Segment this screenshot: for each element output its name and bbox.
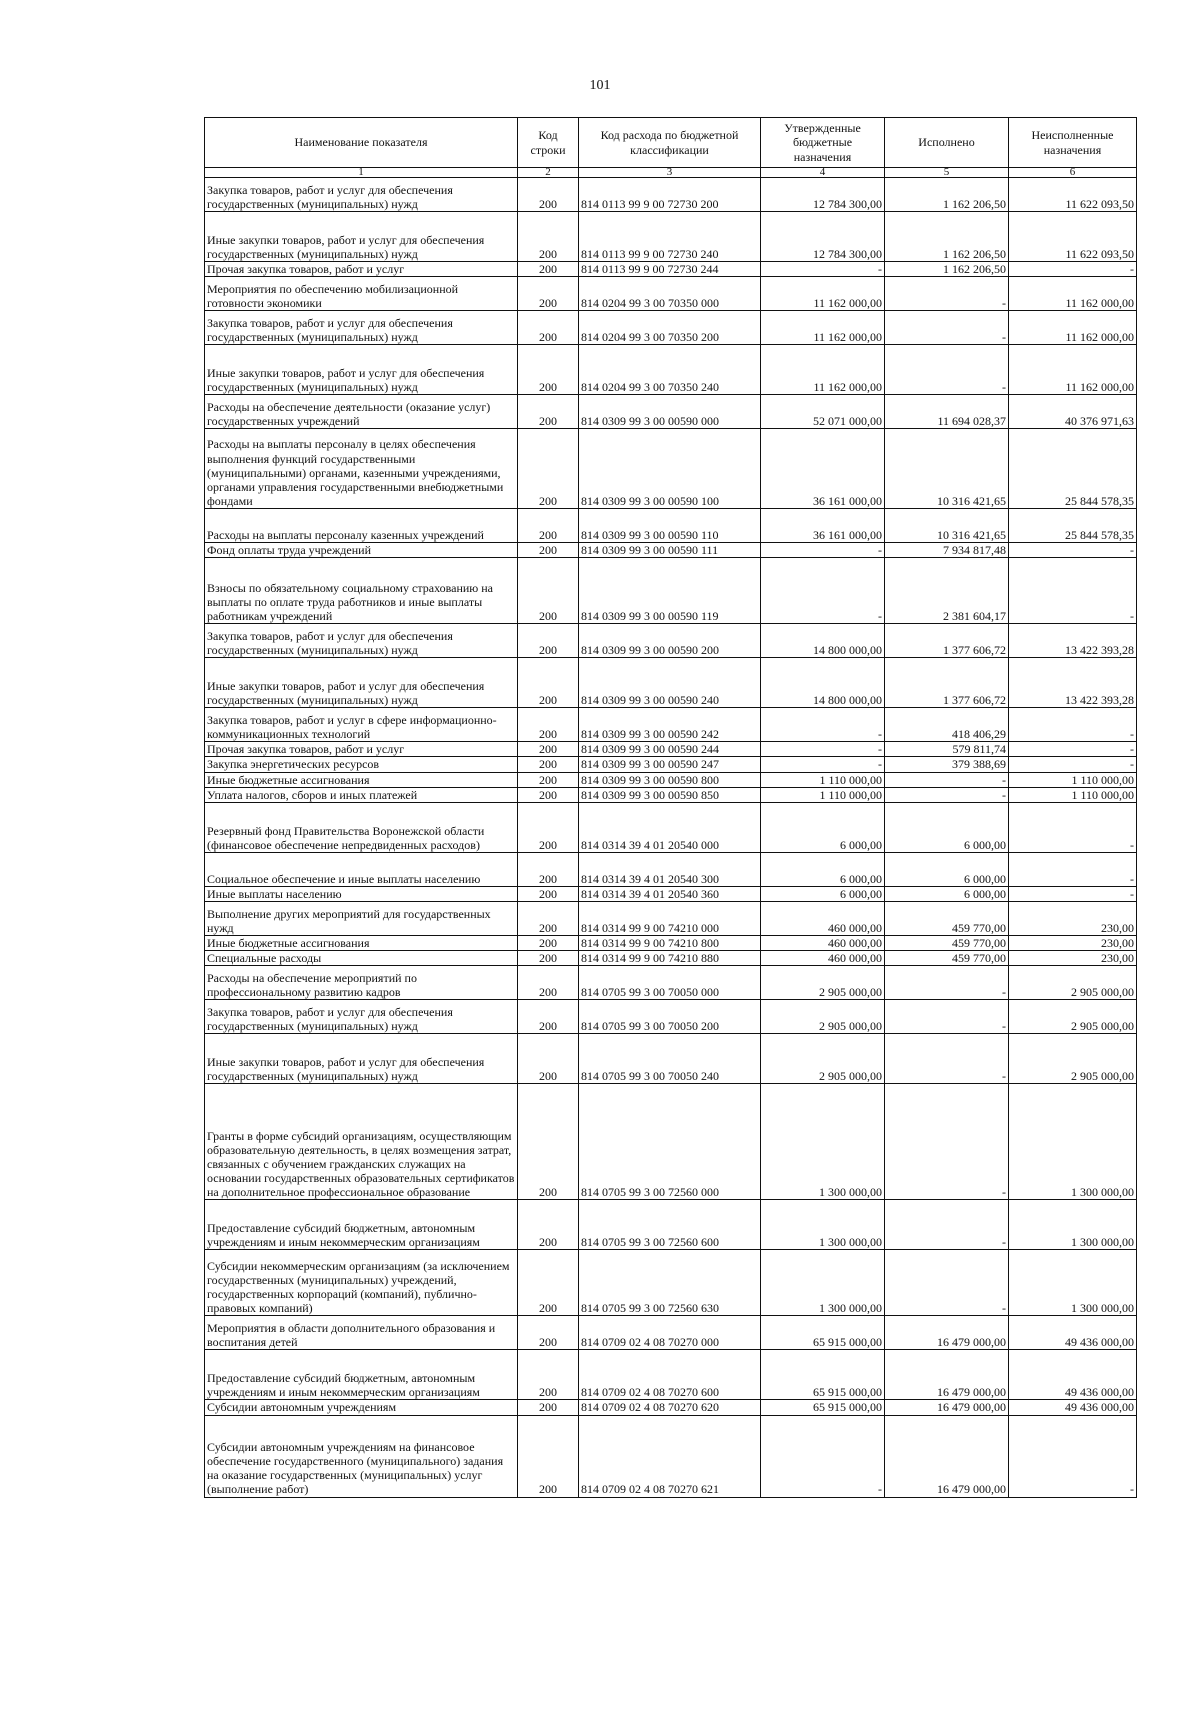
header-approved: Утвержденные бюджетные назначения	[761, 118, 885, 168]
header-name: Наименование показателя	[205, 118, 518, 168]
row-executed: 16 479 000,00	[885, 1415, 1009, 1497]
row-executed: -	[885, 345, 1009, 395]
row-name: Субсидии автономным учреждениям на финансовое обеспечение государственного (муниципального) задания на оказание государственных (муниципальных) услуг (выполнение работ)	[205, 1415, 518, 1497]
row-unexecuted: 11 162 000,00	[1009, 345, 1137, 395]
row-executed: 10 316 421,65	[885, 429, 1009, 509]
header-row	[205, 118, 1137, 168]
row-executed: -	[885, 966, 1009, 1000]
row-executed: -	[885, 1200, 1009, 1250]
row-approved: 1 110 000,00	[761, 772, 885, 787]
header-kbk: Код расхода по бюджетной классификации	[579, 118, 761, 168]
row-code: 200	[518, 742, 579, 757]
row-approved: 460 000,00	[761, 951, 885, 966]
row-code: 200	[518, 178, 579, 212]
row-name: Прочая закупка товаров, работ и услуг	[205, 742, 518, 757]
row-unexecuted: -	[1009, 1415, 1137, 1497]
row-code: 200	[518, 708, 579, 742]
row-kbk: 814 0705 99 3 00 70050 240	[579, 1034, 761, 1084]
row-unexecuted: 2 905 000,00	[1009, 1000, 1137, 1034]
row-approved: 65 915 000,00	[761, 1400, 885, 1415]
row-name: Иные закупки товаров, работ и услуг для обеспечения государственных (муниципальных) нужд	[205, 658, 518, 708]
row-code: 200	[518, 311, 579, 345]
table-row	[205, 509, 1137, 543]
row-unexecuted: -	[1009, 708, 1137, 742]
column-number: 5	[885, 168, 1009, 178]
row-unexecuted: 230,00	[1009, 902, 1137, 936]
table-row	[205, 708, 1137, 742]
row-unexecuted: 2 905 000,00	[1009, 1034, 1137, 1084]
row-code: 200	[518, 772, 579, 787]
header-executed: Исполнено	[885, 118, 1009, 168]
table-row	[205, 212, 1137, 262]
row-executed: 459 770,00	[885, 936, 1009, 951]
row-approved: 52 071 000,00	[761, 395, 885, 429]
row-name: Расходы на выплаты персоналу казенных учреждений	[205, 509, 518, 543]
row-name: Закупка товаров, работ и услуг для обеспечения государственных (муниципальных) нужд	[205, 1000, 518, 1034]
row-unexecuted: 49 436 000,00	[1009, 1316, 1137, 1350]
row-unexecuted: 1 110 000,00	[1009, 772, 1137, 787]
table-row	[205, 1400, 1137, 1415]
row-approved: 11 162 000,00	[761, 277, 885, 311]
row-name: Фонд оплаты труда учреждений	[205, 543, 518, 558]
row-code: 200	[518, 624, 579, 658]
row-kbk: 814 0204 99 3 00 70350 240	[579, 345, 761, 395]
table-row	[205, 178, 1137, 212]
row-code: 200	[518, 787, 579, 802]
row-code: 200	[518, 1084, 579, 1200]
row-name: Резервный фонд Правительства Воронежской области (финансовое обеспечение непредвиденных расходов)	[205, 802, 518, 852]
row-approved: 6 000,00	[761, 852, 885, 886]
row-unexecuted: 230,00	[1009, 951, 1137, 966]
row-code: 200	[518, 802, 579, 852]
row-kbk: 814 0309 99 3 00 00590 800	[579, 772, 761, 787]
row-kbk: 814 0314 99 9 00 74210 000	[579, 902, 761, 936]
row-name: Закупка товаров, работ и услуг для обеспечения государственных (муниципальных) нужд	[205, 624, 518, 658]
row-kbk: 814 0314 99 9 00 74210 880	[579, 951, 761, 966]
column-number-row	[205, 168, 1137, 178]
row-code: 200	[518, 1350, 579, 1400]
row-kbk: 814 0709 02 4 08 70270 000	[579, 1316, 761, 1350]
row-kbk: 814 0709 02 4 08 70270 600	[579, 1350, 761, 1400]
row-approved: 14 800 000,00	[761, 658, 885, 708]
row-unexecuted: 230,00	[1009, 936, 1137, 951]
row-kbk: 814 0309 99 3 00 00590 111	[579, 543, 761, 558]
row-name: Расходы на обеспечение мероприятий по профессиональному развитию кадров	[205, 966, 518, 1000]
row-kbk: 814 0204 99 3 00 70350 200	[579, 311, 761, 345]
table-row	[205, 772, 1137, 787]
row-name: Иные бюджетные ассигнования	[205, 936, 518, 951]
row-approved: 65 915 000,00	[761, 1350, 885, 1400]
row-executed: 7 934 817,48	[885, 543, 1009, 558]
row-code: 200	[518, 1250, 579, 1316]
row-unexecuted: -	[1009, 262, 1137, 277]
row-executed: 579 811,74	[885, 742, 1009, 757]
row-code: 200	[518, 395, 579, 429]
row-name: Предоставление субсидий бюджетным, автономным учреждениям и иным некоммерческим организациям	[205, 1350, 518, 1400]
row-code: 200	[518, 212, 579, 262]
row-code: 200	[518, 345, 579, 395]
row-executed: 1 377 606,72	[885, 658, 1009, 708]
table-row	[205, 742, 1137, 757]
budget-execution-table	[204, 117, 1137, 1498]
row-approved: -	[761, 708, 885, 742]
row-name: Иные закупки товаров, работ и услуг для обеспечения государственных (муниципальных) нужд	[205, 345, 518, 395]
table-row	[205, 345, 1137, 395]
column-number: 1	[205, 168, 518, 178]
table-row	[205, 1034, 1137, 1084]
column-number: 3	[579, 168, 761, 178]
row-approved: 2 905 000,00	[761, 1000, 885, 1034]
row-approved: 2 905 000,00	[761, 1034, 885, 1084]
row-kbk: 814 0709 02 4 08 70270 620	[579, 1400, 761, 1415]
row-name: Гранты в форме субсидий организациям, осуществляющим образовательную деятельность, в целях возмещения затрат, связанных с обучением гражданских служащих на основании государственных образовательных сертификатов на дополнительное профессиональное образование	[205, 1084, 518, 1200]
row-executed: 1 162 206,50	[885, 212, 1009, 262]
row-approved: 11 162 000,00	[761, 345, 885, 395]
row-executed: -	[885, 787, 1009, 802]
row-name: Прочая закупка товаров, работ и услуг	[205, 262, 518, 277]
row-code: 200	[518, 558, 579, 624]
row-executed: 16 479 000,00	[885, 1350, 1009, 1400]
table-row	[205, 395, 1137, 429]
row-approved: 12 784 300,00	[761, 212, 885, 262]
table-row	[205, 1316, 1137, 1350]
column-number: 2	[518, 168, 579, 178]
row-name: Выполнение других мероприятий для государственных нужд	[205, 902, 518, 936]
row-name: Закупка товаров, работ и услуг для обеспечения государственных (муниципальных) нужд	[205, 311, 518, 345]
row-code: 200	[518, 951, 579, 966]
table-row	[205, 951, 1137, 966]
row-unexecuted: -	[1009, 802, 1137, 852]
row-approved: 36 161 000,00	[761, 429, 885, 509]
row-executed: -	[885, 277, 1009, 311]
table-row	[205, 1084, 1137, 1200]
row-kbk: 814 0113 99 9 00 72730 200	[579, 178, 761, 212]
row-approved: -	[761, 543, 885, 558]
table-row	[205, 262, 1137, 277]
row-unexecuted: 49 436 000,00	[1009, 1400, 1137, 1415]
row-name: Иные закупки товаров, работ и услуг для обеспечения государственных (муниципальных) нужд	[205, 1034, 518, 1084]
column-number: 4	[761, 168, 885, 178]
row-executed: -	[885, 772, 1009, 787]
row-name: Субсидии автономным учреждениям	[205, 1400, 518, 1415]
row-name: Иные выплаты населению	[205, 886, 518, 901]
row-kbk: 814 0309 99 3 00 00590 240	[579, 658, 761, 708]
table-row	[205, 802, 1137, 852]
row-code: 200	[518, 543, 579, 558]
header-row-code: Код строки	[518, 118, 579, 168]
row-approved: -	[761, 757, 885, 772]
row-code: 200	[518, 277, 579, 311]
row-code: 200	[518, 757, 579, 772]
row-executed: 6 000,00	[885, 802, 1009, 852]
row-executed: -	[885, 1250, 1009, 1316]
row-name: Уплата налогов, сборов и иных платежей	[205, 787, 518, 802]
row-kbk: 814 0314 99 9 00 74210 800	[579, 936, 761, 951]
row-code: 200	[518, 886, 579, 901]
row-approved: -	[761, 1415, 885, 1497]
row-approved: 65 915 000,00	[761, 1316, 885, 1350]
row-code: 200	[518, 1400, 579, 1415]
row-kbk: 814 0113 99 9 00 72730 244	[579, 262, 761, 277]
row-executed: 418 406,29	[885, 708, 1009, 742]
row-approved: 1 300 000,00	[761, 1250, 885, 1316]
row-kbk: 814 0309 99 3 00 00590 247	[579, 757, 761, 772]
row-executed: -	[885, 1034, 1009, 1084]
row-executed: 459 770,00	[885, 951, 1009, 966]
row-unexecuted: 11 162 000,00	[1009, 311, 1137, 345]
row-name: Взносы по обязательному социальному страхованию на выплаты по оплате труда работников и иные выплаты работникам учреждений	[205, 558, 518, 624]
row-unexecuted: -	[1009, 757, 1137, 772]
row-kbk: 814 0705 99 3 00 72560 630	[579, 1250, 761, 1316]
table-row	[205, 277, 1137, 311]
table-row	[205, 886, 1137, 901]
row-executed: 11 694 028,37	[885, 395, 1009, 429]
row-kbk: 814 0705 99 3 00 72560 000	[579, 1084, 761, 1200]
table-row	[205, 429, 1137, 509]
table-row	[205, 658, 1137, 708]
table-row	[205, 1000, 1137, 1034]
row-code: 200	[518, 1316, 579, 1350]
row-name: Расходы на выплаты персоналу в целях обеспечения выполнения функций государственными (муниципальными) органами, казенными учреждениями, органами управления государственными внебюджетными фондами	[205, 429, 518, 509]
row-kbk: 814 0309 99 3 00 00590 244	[579, 742, 761, 757]
row-name: Иные бюджетные ассигнования	[205, 772, 518, 787]
row-code: 200	[518, 936, 579, 951]
row-unexecuted: -	[1009, 886, 1137, 901]
table-row	[205, 543, 1137, 558]
row-executed: 10 316 421,65	[885, 509, 1009, 543]
row-name: Мероприятия в области дополнительного образования и воспитания детей	[205, 1316, 518, 1350]
row-unexecuted: 13 422 393,28	[1009, 658, 1137, 708]
row-unexecuted: 2 905 000,00	[1009, 966, 1137, 1000]
row-executed: 1 162 206,50	[885, 262, 1009, 277]
row-kbk: 814 0309 99 3 00 00590 850	[579, 787, 761, 802]
table-row	[205, 1415, 1137, 1497]
row-kbk: 814 0705 99 3 00 70050 000	[579, 966, 761, 1000]
row-kbk: 814 0204 99 3 00 70350 000	[579, 277, 761, 311]
row-code: 200	[518, 1000, 579, 1034]
row-kbk: 814 0309 99 3 00 00590 110	[579, 509, 761, 543]
row-approved: 6 000,00	[761, 802, 885, 852]
row-code: 200	[518, 902, 579, 936]
row-approved: 2 905 000,00	[761, 966, 885, 1000]
row-name: Предоставление субсидий бюджетным, автономным учреждениям и иным некоммерческим организациям	[205, 1200, 518, 1250]
row-code: 200	[518, 1200, 579, 1250]
row-name: Специальные расходы	[205, 951, 518, 966]
row-unexecuted: 1 300 000,00	[1009, 1084, 1137, 1200]
row-approved: -	[761, 742, 885, 757]
row-code: 200	[518, 429, 579, 509]
row-unexecuted: -	[1009, 558, 1137, 624]
row-executed: 6 000,00	[885, 852, 1009, 886]
table-row	[205, 966, 1137, 1000]
row-approved: 12 784 300,00	[761, 178, 885, 212]
row-executed: 1 377 606,72	[885, 624, 1009, 658]
table-row	[205, 558, 1137, 624]
header-unexecuted: Неисполненные назначения	[1009, 118, 1137, 168]
table-row	[205, 311, 1137, 345]
row-approved: -	[761, 262, 885, 277]
row-kbk: 814 0309 99 3 00 00590 242	[579, 708, 761, 742]
row-kbk: 814 0309 99 3 00 00590 100	[579, 429, 761, 509]
table-row	[205, 624, 1137, 658]
row-kbk: 814 0309 99 3 00 00590 200	[579, 624, 761, 658]
table-row	[205, 787, 1137, 802]
row-executed: -	[885, 1084, 1009, 1200]
row-unexecuted: 25 844 578,35	[1009, 509, 1137, 543]
row-approved: -	[761, 558, 885, 624]
row-approved: 11 162 000,00	[761, 311, 885, 345]
row-code: 200	[518, 262, 579, 277]
table-row	[205, 936, 1137, 951]
row-name: Закупка энергетических ресурсов	[205, 757, 518, 772]
row-unexecuted: 11 622 093,50	[1009, 212, 1137, 262]
table-row	[205, 757, 1137, 772]
row-executed: -	[885, 1000, 1009, 1034]
row-unexecuted: -	[1009, 742, 1137, 757]
row-executed: 379 388,69	[885, 757, 1009, 772]
row-code: 200	[518, 966, 579, 1000]
row-unexecuted: 13 422 393,28	[1009, 624, 1137, 658]
column-number: 6	[1009, 168, 1137, 178]
table-row	[205, 1200, 1137, 1250]
row-unexecuted: 25 844 578,35	[1009, 429, 1137, 509]
row-executed: 16 479 000,00	[885, 1400, 1009, 1415]
table-row	[205, 1350, 1137, 1400]
row-code: 200	[518, 852, 579, 886]
row-kbk: 814 0113 99 9 00 72730 240	[579, 212, 761, 262]
row-kbk: 814 0314 39 4 01 20540 300	[579, 852, 761, 886]
page-number: 101	[589, 78, 611, 93]
table-row	[205, 902, 1137, 936]
row-executed: -	[885, 311, 1009, 345]
row-approved: 14 800 000,00	[761, 624, 885, 658]
row-approved: 1 300 000,00	[761, 1084, 885, 1200]
row-executed: 6 000,00	[885, 886, 1009, 901]
row-unexecuted: 1 110 000,00	[1009, 787, 1137, 802]
row-unexecuted: -	[1009, 543, 1137, 558]
row-code: 200	[518, 1415, 579, 1497]
row-unexecuted: 11 162 000,00	[1009, 277, 1137, 311]
row-name: Мероприятия по обеспечению мобилизационной готовности экономики	[205, 277, 518, 311]
table-row	[205, 1250, 1137, 1316]
row-name: Социальное обеспечение и иные выплаты населению	[205, 852, 518, 886]
row-kbk: 814 0705 99 3 00 72560 600	[579, 1200, 761, 1250]
row-approved: 36 161 000,00	[761, 509, 885, 543]
row-kbk: 814 0709 02 4 08 70270 621	[579, 1415, 761, 1497]
row-name: Иные закупки товаров, работ и услуг для обеспечения государственных (муниципальных) нужд	[205, 212, 518, 262]
row-code: 200	[518, 1034, 579, 1084]
row-kbk: 814 0309 99 3 00 00590 000	[579, 395, 761, 429]
row-name: Закупка товаров, работ и услуг для обеспечения государственных (муниципальных) нужд	[205, 178, 518, 212]
row-kbk: 814 0705 99 3 00 70050 200	[579, 1000, 761, 1034]
row-executed: 1 162 206,50	[885, 178, 1009, 212]
row-name: Субсидии некоммерческим организациям (за исключением государственных (муниципальных) учреждений, государственных корпораций (компаний), публично-правовых компаний)	[205, 1250, 518, 1316]
row-approved: 460 000,00	[761, 902, 885, 936]
row-unexecuted: 49 436 000,00	[1009, 1350, 1137, 1400]
table-row	[205, 852, 1137, 886]
row-kbk: 814 0309 99 3 00 00590 119	[579, 558, 761, 624]
row-approved: 6 000,00	[761, 886, 885, 901]
row-executed: 459 770,00	[885, 902, 1009, 936]
row-code: 200	[518, 658, 579, 708]
row-approved: 1 110 000,00	[761, 787, 885, 802]
row-approved: 460 000,00	[761, 936, 885, 951]
row-executed: 16 479 000,00	[885, 1316, 1009, 1350]
row-executed: 2 381 604,17	[885, 558, 1009, 624]
row-kbk: 814 0314 39 4 01 20540 360	[579, 886, 761, 901]
row-unexecuted: 11 622 093,50	[1009, 178, 1137, 212]
row-unexecuted: 1 300 000,00	[1009, 1200, 1137, 1250]
row-code: 200	[518, 509, 579, 543]
row-approved: 1 300 000,00	[761, 1200, 885, 1250]
row-name: Расходы на обеспечение деятельности (оказание услуг) государственных учреждений	[205, 395, 518, 429]
row-kbk: 814 0314 39 4 01 20540 000	[579, 802, 761, 852]
row-unexecuted: 40 376 971,63	[1009, 395, 1137, 429]
row-unexecuted: -	[1009, 852, 1137, 886]
row-name: Закупка товаров, работ и услуг в сфере информационно-коммуникационных технологий	[205, 708, 518, 742]
row-unexecuted: 1 300 000,00	[1009, 1250, 1137, 1316]
